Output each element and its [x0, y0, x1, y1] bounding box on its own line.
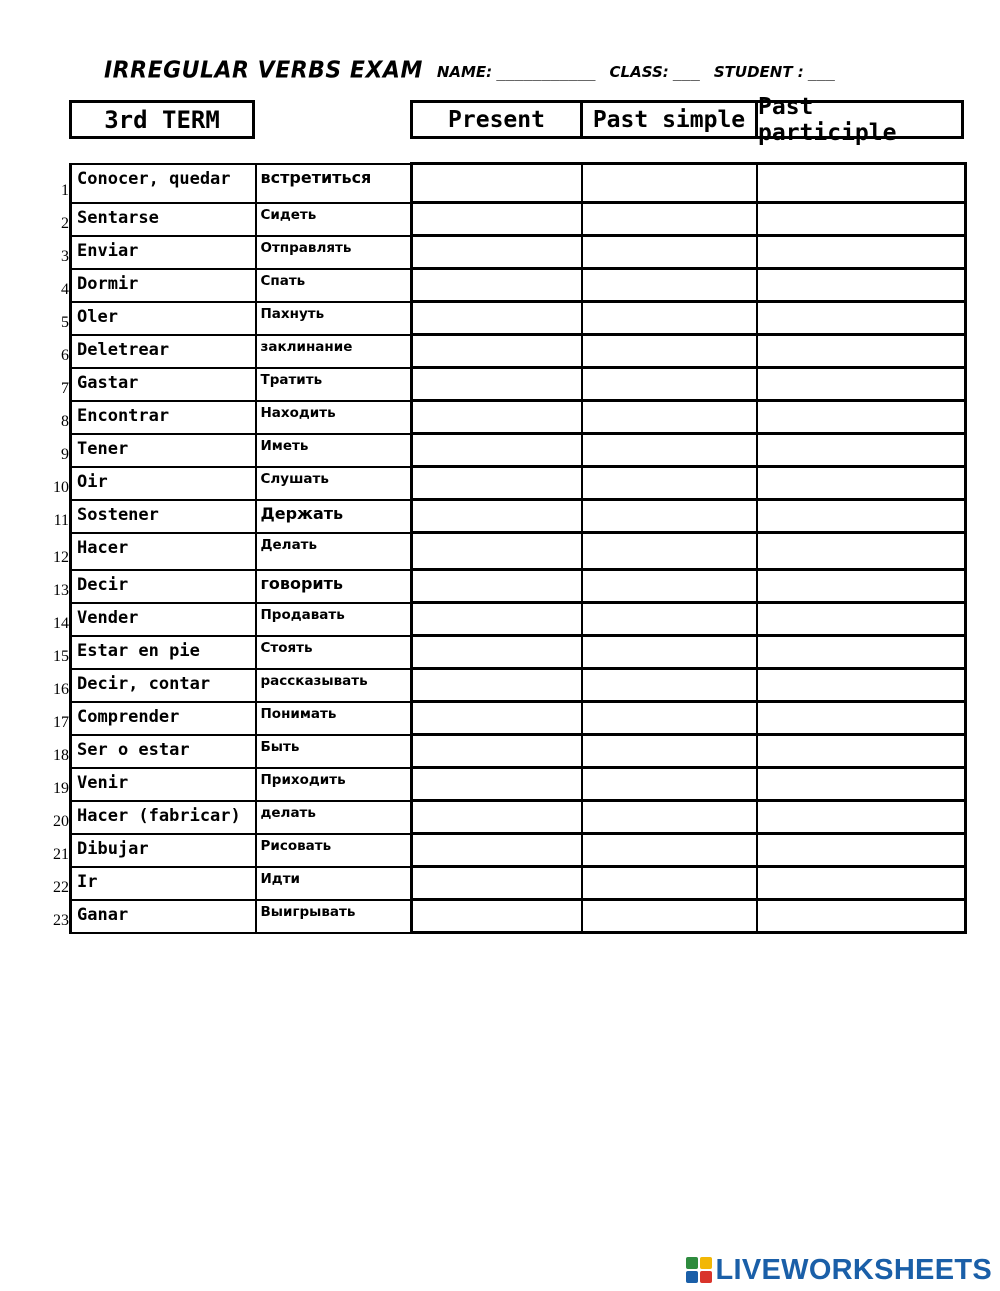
table-row	[71, 203, 966, 236]
present-answer-cell[interactable]	[412, 603, 582, 636]
spanish-verb-cell	[53, 533, 256, 570]
past-simple-answer-cell[interactable]	[582, 302, 757, 335]
spanish-verb-cell	[61, 434, 256, 467]
russian-translation: Сидеть	[256, 203, 412, 236]
spanish-verb: Venir	[77, 772, 129, 793]
table-row	[71, 603, 966, 636]
table-row	[71, 368, 966, 401]
present-answer-cell[interactable]	[412, 533, 582, 570]
table-row	[71, 636, 966, 669]
past-participle-answer-cell[interactable]	[757, 401, 966, 434]
table-row	[71, 434, 966, 467]
present-answer-cell[interactable]	[412, 467, 582, 500]
column-header-past-simple: Past simple	[583, 103, 758, 136]
spanish-verb: Vender	[77, 607, 139, 628]
past-simple-answer-cell[interactable]	[582, 735, 757, 768]
spanish-verb-cell	[53, 702, 256, 735]
past-participle-answer-cell[interactable]	[757, 570, 966, 603]
past-simple-answer-cell[interactable]	[582, 236, 757, 269]
spanish-verb: Tener	[77, 438, 129, 459]
spanish-verb-cell	[53, 900, 256, 933]
past-simple-answer-cell[interactable]	[582, 801, 757, 834]
spanish-verb-cell	[53, 867, 256, 900]
past-simple-answer-cell[interactable]	[582, 867, 757, 900]
spanish-verb-cell	[61, 236, 256, 269]
past-simple-answer-cell[interactable]	[582, 533, 757, 570]
present-answer-cell[interactable]	[412, 867, 582, 900]
row-number: 16	[53, 680, 69, 698]
present-answer-cell[interactable]	[412, 900, 582, 933]
russian-translation: Спать	[256, 269, 412, 302]
table-row	[71, 467, 966, 500]
russian-translation: говорить	[256, 570, 412, 603]
spanish-verb: Oir	[77, 471, 108, 492]
spanish-verb-cell	[53, 735, 256, 768]
past-participle-answer-cell[interactable]	[757, 335, 966, 368]
logo-square	[700, 1271, 712, 1283]
spanish-verb-cell	[61, 164, 256, 203]
russian-translation: делать	[256, 801, 412, 834]
liveworksheets-logo-icon	[686, 1257, 712, 1283]
row-number: 9	[61, 445, 69, 463]
present-answer-cell[interactable]	[412, 434, 582, 467]
russian-translation: Выигрывать	[256, 900, 412, 933]
spanish-verb: Comprender	[77, 706, 180, 727]
spanish-verb-cell	[53, 570, 256, 603]
verbs-table	[53, 162, 967, 934]
spanish-verb: Ir	[77, 871, 98, 892]
row-number: 19	[53, 779, 69, 797]
row-number: 2	[61, 214, 69, 232]
past-participle-answer-cell[interactable]	[757, 834, 966, 867]
logo-square	[686, 1257, 698, 1269]
past-participle-answer-cell[interactable]	[757, 636, 966, 669]
present-answer-cell[interactable]	[412, 669, 582, 702]
spanish-verb: Hacer (fabricar)	[77, 805, 241, 826]
row-number: 11	[53, 511, 69, 529]
past-participle-answer-cell[interactable]	[757, 669, 966, 702]
row-number: 3	[61, 247, 69, 265]
spanish-verb: Estar en pie	[77, 640, 200, 661]
spanish-verb: Decir	[77, 574, 129, 595]
present-answer-cell[interactable]	[412, 570, 582, 603]
past-participle-answer-cell[interactable]	[757, 368, 966, 401]
present-answer-cell[interactable]	[412, 269, 582, 302]
row-number: 10	[53, 478, 69, 496]
past-participle-answer-cell[interactable]	[757, 164, 966, 203]
logo-square	[686, 1271, 698, 1283]
past-participle-answer-cell[interactable]	[757, 867, 966, 900]
russian-translation: Рисовать	[256, 834, 412, 867]
row-number: 1	[61, 181, 69, 199]
present-answer-cell[interactable]	[412, 834, 582, 867]
present-answer-cell[interactable]	[412, 702, 582, 735]
past-simple-answer-cell[interactable]	[582, 335, 757, 368]
past-simple-answer-cell[interactable]	[582, 401, 757, 434]
column-header-past-participle: Past participle	[758, 93, 897, 146]
past-simple-answer-cell[interactable]	[582, 368, 757, 401]
past-simple-answer-cell[interactable]	[582, 636, 757, 669]
past-participle-answer-cell[interactable]	[757, 269, 966, 302]
russian-translation: Держать	[256, 500, 412, 533]
spanish-verb-cell	[53, 467, 256, 500]
past-participle-answer-cell[interactable]	[757, 801, 966, 834]
past-participle-answer-cell[interactable]	[757, 735, 966, 768]
table-row	[71, 164, 966, 203]
past-participle-answer-cell[interactable]	[757, 500, 966, 533]
spanish-verb: Oler	[77, 306, 118, 327]
logo-square	[700, 1257, 712, 1269]
table-row	[71, 900, 966, 933]
past-participle-answer-cell[interactable]	[757, 702, 966, 735]
exam-title: IRREGULAR VERBS EXAM	[104, 57, 423, 84]
spanish-verb: Enviar	[77, 240, 139, 261]
table-row	[71, 401, 966, 434]
name-blank[interactable]: ___________	[496, 63, 596, 81]
spanish-verb-cell	[53, 669, 256, 702]
past-participle-answer-cell[interactable]	[757, 203, 966, 236]
spanish-verb: Dormir	[77, 273, 139, 294]
spanish-verb-cell	[61, 401, 256, 434]
past-simple-answer-cell[interactable]	[582, 269, 757, 302]
spanish-verb-cell	[61, 203, 256, 236]
table-row	[71, 302, 966, 335]
present-answer-cell[interactable]	[412, 500, 582, 533]
row-number: 20	[53, 812, 69, 830]
row-number: 22	[53, 878, 69, 896]
row-number: 14	[53, 614, 69, 632]
past-participle-answer-cell[interactable]	[757, 236, 966, 269]
row-number: 7	[61, 379, 69, 397]
russian-translation: Пахнуть	[256, 302, 412, 335]
table-row	[71, 735, 966, 768]
past-participle-answer-cell[interactable]	[757, 533, 966, 570]
russian-translation: Стоять	[256, 636, 412, 669]
table-row	[71, 533, 966, 570]
past-participle-answer-cell[interactable]	[757, 467, 966, 500]
row-number: 21	[53, 845, 69, 863]
present-answer-cell[interactable]	[412, 801, 582, 834]
past-participle-answer-cell[interactable]	[757, 603, 966, 636]
past-simple-answer-cell[interactable]	[582, 570, 757, 603]
russian-translation: встретиться	[256, 164, 412, 203]
spanish-verb-cell	[53, 768, 256, 801]
table-row	[71, 768, 966, 801]
spanish-verb-cell	[53, 834, 256, 867]
russian-translation: Быть	[256, 735, 412, 768]
spanish-verb-cell	[53, 500, 256, 533]
row-number: 18	[53, 746, 69, 764]
spanish-verb-cell	[61, 269, 256, 302]
spanish-verb: Sentarse	[77, 207, 159, 228]
russian-translation: Слушать	[256, 467, 412, 500]
present-answer-cell[interactable]	[412, 368, 582, 401]
russian-translation: Отправлять	[256, 236, 412, 269]
exam-header	[104, 58, 964, 92]
present-answer-cell[interactable]	[412, 236, 582, 269]
spanish-verb: Hacer	[77, 537, 129, 558]
class-label: CLASS:	[609, 63, 669, 81]
past-simple-answer-cell[interactable]	[582, 669, 757, 702]
spanish-verb-cell	[61, 302, 256, 335]
past-simple-answer-cell[interactable]	[582, 900, 757, 933]
past-simple-answer-cell[interactable]	[582, 164, 757, 203]
table-row	[71, 669, 966, 702]
name-label: NAME:	[436, 63, 493, 81]
column-headers	[410, 93, 964, 146]
spanish-verb: Gastar	[77, 372, 139, 393]
term-box: 3rd TERM	[69, 100, 255, 139]
spanish-verb: Sostener	[77, 504, 159, 525]
past-simple-answer-cell[interactable]	[582, 500, 757, 533]
row-number: 12	[53, 548, 69, 566]
present-answer-cell[interactable]	[412, 401, 582, 434]
present-answer-cell[interactable]	[412, 735, 582, 768]
spanish-verb: Ser o estar	[77, 739, 190, 760]
row-number: 8	[61, 412, 69, 430]
russian-translation: рассказывать	[256, 669, 412, 702]
class-blank[interactable]: ___	[672, 63, 700, 81]
past-simple-answer-cell[interactable]	[582, 834, 757, 867]
present-answer-cell[interactable]	[412, 302, 582, 335]
row-number: 6	[61, 346, 69, 364]
past-simple-answer-cell[interactable]	[582, 702, 757, 735]
spanish-verb: Decir, contar	[77, 673, 211, 694]
spanish-verb: Conocer, quedar	[77, 168, 231, 189]
spanish-verb-cell	[61, 335, 256, 368]
russian-translation: Делать	[256, 533, 412, 570]
russian-translation: Иметь	[256, 434, 412, 467]
row-number: 5	[61, 313, 69, 331]
table-row	[71, 500, 966, 533]
past-simple-answer-cell[interactable]	[582, 434, 757, 467]
row-number: 23	[53, 911, 69, 929]
spanish-verb: Dibujar	[77, 838, 149, 859]
past-simple-answer-cell[interactable]	[582, 467, 757, 500]
table-row	[71, 867, 966, 900]
table-row	[71, 269, 966, 302]
russian-translation: Находить	[256, 401, 412, 434]
present-answer-cell[interactable]	[412, 203, 582, 236]
past-participle-answer-cell[interactable]	[757, 900, 966, 933]
past-participle-answer-cell[interactable]	[757, 434, 966, 467]
row-number: 15	[53, 647, 69, 665]
past-participle-answer-cell[interactable]	[757, 302, 966, 335]
past-simple-answer-cell[interactable]	[582, 603, 757, 636]
student-blank[interactable]: ___	[807, 63, 835, 81]
past-participle-answer-cell[interactable]	[757, 768, 966, 801]
table-row	[71, 801, 966, 834]
spanish-verb: Ganar	[77, 904, 129, 925]
spanish-verb-cell	[61, 368, 256, 401]
table-row	[71, 236, 966, 269]
russian-translation: Идти	[256, 867, 412, 900]
russian-translation: заклинание	[256, 335, 412, 368]
table-row	[71, 834, 966, 867]
table-row	[71, 702, 966, 735]
present-answer-cell[interactable]	[412, 768, 582, 801]
brand-name: LIVEWORKSHEETS	[715, 1253, 992, 1286]
russian-translation: Тратить	[256, 368, 412, 401]
past-simple-answer-cell[interactable]	[582, 768, 757, 801]
present-answer-cell[interactable]	[412, 164, 582, 203]
table-row	[71, 570, 966, 603]
russian-translation: Приходить	[256, 768, 412, 801]
present-answer-cell[interactable]	[412, 335, 582, 368]
spanish-verb-cell	[53, 801, 256, 834]
row-number: 13	[53, 581, 69, 599]
row-number: 4	[61, 280, 69, 298]
spanish-verb-cell	[53, 603, 256, 636]
spanish-verb-cell	[53, 636, 256, 669]
spanish-verb: Deletrear	[77, 339, 170, 360]
column-header-present: Present	[413, 103, 583, 136]
russian-translation: Понимать	[256, 702, 412, 735]
row-number: 17	[53, 713, 69, 731]
table-row	[71, 335, 966, 368]
spanish-verb: Encontrar	[77, 405, 170, 426]
past-simple-answer-cell[interactable]	[582, 203, 757, 236]
present-answer-cell[interactable]	[412, 636, 582, 669]
student-label: STUDENT :	[713, 63, 804, 81]
russian-translation: Продавать	[256, 603, 412, 636]
liveworksheets-brand	[686, 1254, 993, 1286]
